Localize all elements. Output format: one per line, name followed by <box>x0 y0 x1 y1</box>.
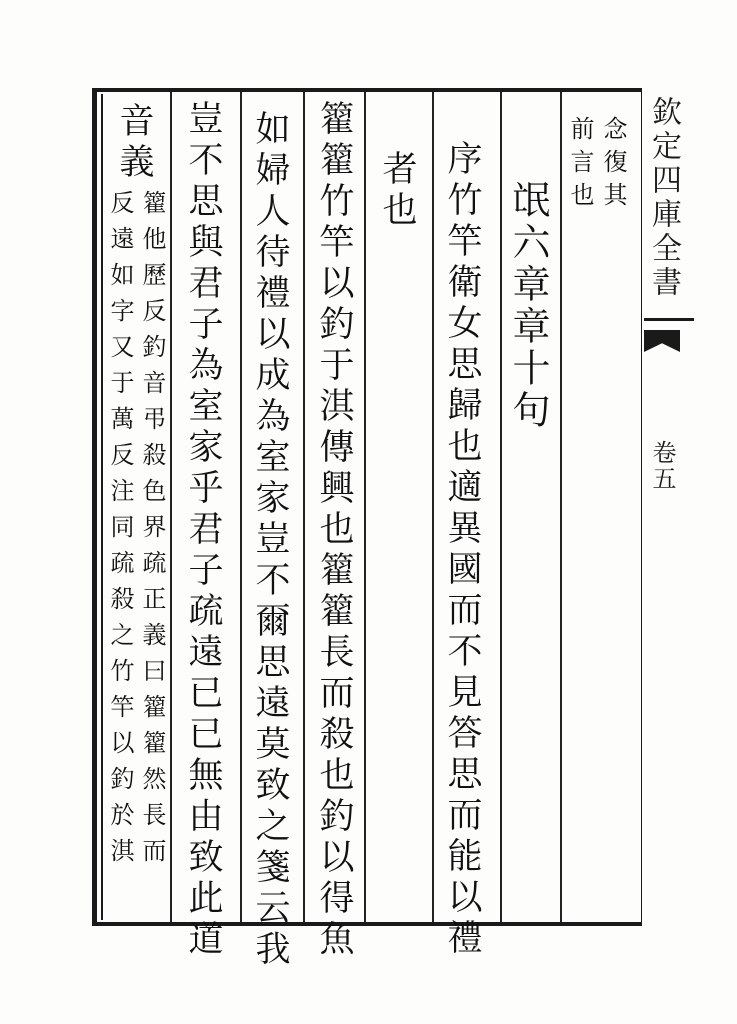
margin-volume-label: 卷五 <box>648 440 676 492</box>
column-rule <box>560 92 562 922</box>
preface-text: 序竹竿衛女思歸也適異國而不見答思而能以禮 <box>442 140 482 960</box>
column-rule <box>170 92 172 922</box>
commentary-text-2: 豈不思與君子為室家乎君子疏遠已已無由致此道 <box>183 100 223 961</box>
column-rule <box>303 92 305 922</box>
column-rule <box>240 92 242 922</box>
note-line-right: 念復其 <box>599 116 627 215</box>
column-rule <box>364 92 366 922</box>
verse-and-commentary: 籊籊竹竿以釣于淇傳興也籊籊長而殺也釣以得魚 <box>314 100 354 961</box>
yinyi-heading: 音義 <box>114 102 154 184</box>
note-line-left: 前言也 <box>566 116 594 215</box>
margin-book-title: 欽定四庫全書 <box>646 96 681 300</box>
column-rule <box>500 92 502 922</box>
frame-inner-line <box>101 94 103 920</box>
commentary-text: 如婦人待禮以成為室家豈不爾思遠莫致之箋云我 <box>250 110 290 971</box>
yinyi-line-left: 反遠如字又于萬反注同疏殺之竹竿以釣於淇 <box>106 190 134 874</box>
preface-text-end: 者也 <box>377 150 417 232</box>
yinyi-line-right: 籊他歷反釣音弔殺色界疏正義曰籊籊然長而 <box>138 190 166 874</box>
column-rule <box>432 92 434 922</box>
fish-tail-line <box>644 318 694 321</box>
chapter-summary: 氓六章章十句 <box>506 180 550 432</box>
